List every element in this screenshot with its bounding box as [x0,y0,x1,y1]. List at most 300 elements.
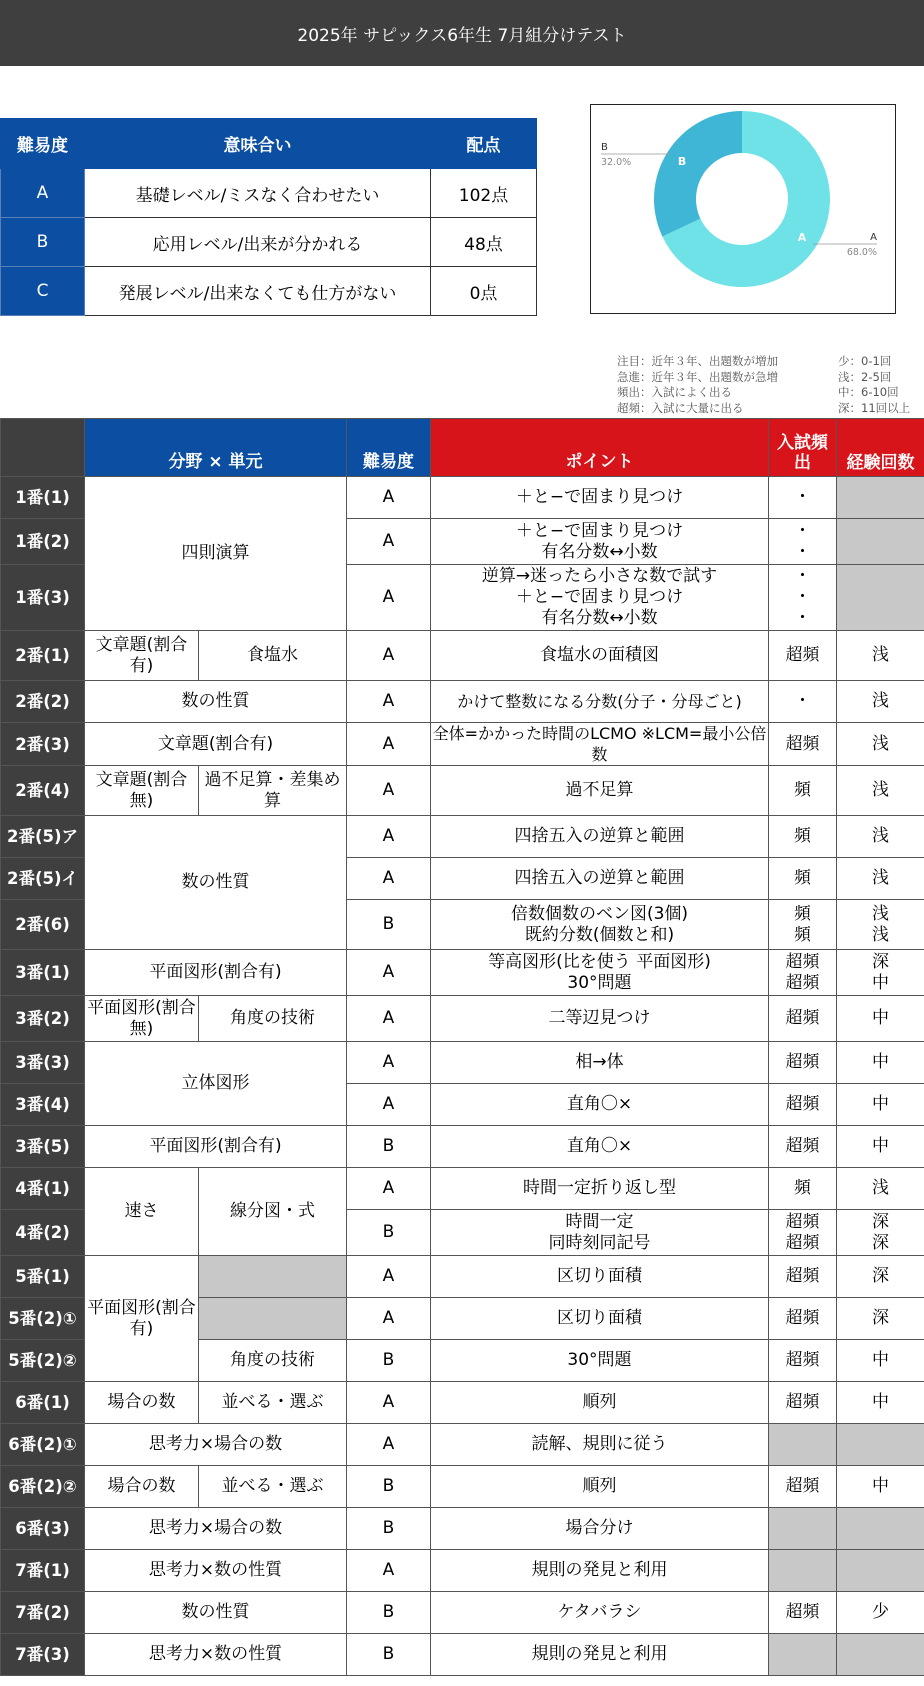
frequency-cell [769,950,837,996]
difficulty-cell: A [347,996,431,1042]
question-number: 7番(1) [1,1550,85,1592]
table-row [1,1508,924,1550]
experience-line: 中 [872,1136,889,1156]
point-line: 四捨五入の逆算と範囲 [514,868,685,888]
outside-percent-A: 68.0% [846,247,877,259]
frequency-line: 超頻 [785,1232,820,1253]
frequency-line: 超頻 [785,1094,820,1114]
unit-cell: 線分図・式 [199,1168,347,1256]
legend-meaning: 発展レベル/出来なくても仕方がない [85,267,431,316]
scale-line: 浅：2-5回 [838,369,892,384]
difficulty-cell: A [347,1382,431,1424]
frequency-line: 頻 [794,826,811,846]
table-row [1,1256,924,1298]
point-cell [431,900,769,950]
point-line: ケタバラシ [557,1602,642,1622]
point-line: 既約分数(個数と和) [524,924,675,945]
experience-cell [837,1382,924,1424]
frequency-notes [617,354,778,416]
frequency-cell [769,681,837,723]
point-cell [431,950,769,996]
frequency-cell [769,1340,837,1382]
note-line: 頻出：入試によく出る [617,385,732,399]
page-title: 2025年 サピックス6年生 7月組分けテスト [0,0,924,66]
experience-cell [837,1340,924,1382]
table-row [1,1466,924,1508]
table-row [1,1634,924,1676]
table-row [1,766,924,816]
point-cell [431,1210,769,1256]
experience-scale [838,354,910,416]
difficulty-cell: A [347,1550,431,1592]
experience-cell [837,631,924,681]
question-number: 3番(1) [1,950,85,996]
experience-cell [837,477,924,519]
point-cell [431,996,769,1042]
question-number: 3番(3) [1,1042,85,1084]
experience-cell [837,996,924,1042]
table-row [1,816,924,858]
experience-cell [837,1550,924,1592]
legend-meaning: 基礎レベル/ミスなく合わせたい [85,169,431,218]
experience-cell [837,1298,924,1340]
field-cell: 数の性質 [85,681,347,723]
frequency-line: 超頻 [785,951,820,972]
experience-line: 中 [872,1008,889,1028]
frequency-cell [769,900,837,950]
difficulty-cell: B [347,1592,431,1634]
difficulty-cell: B [347,1508,431,1550]
frequency-line: 超頻 [785,1136,820,1156]
question-number: 6番(1) [1,1382,85,1424]
question-number: 2番(3) [1,723,85,766]
difficulty-cell: A [347,631,431,681]
frequency-cell [769,519,837,565]
legend-header-meaning: 意味合い [85,119,431,169]
question-number: 2番(1) [1,631,85,681]
field-cell: 文章題(割合無) [85,766,199,816]
unit-cell [199,1256,347,1298]
point-line: 倍数個数のベン図(3個) [510,903,689,924]
point-cell [431,1634,769,1676]
experience-line: 深 [872,1232,889,1253]
point-line: 直角〇× [566,1136,633,1156]
point-line: 読解、規則に従う [531,1434,668,1454]
question-number: 2番(4) [1,766,85,816]
point-line: 順列 [582,1476,617,1496]
question-number: 1番(3) [1,565,85,631]
frequency-cell [769,1126,837,1168]
point-line: 全体=かかった時間のLCMO ※LCM=最小公倍数 [432,724,767,764]
difficulty-cell: A [347,1256,431,1298]
unit-cell: 角度の技術 [199,1340,347,1382]
difficulty-cell: A [347,858,431,900]
point-line: 規則の発見と利用 [531,1644,668,1664]
table-row [1,1424,924,1466]
point-line: 同時刻同記号 [548,1232,651,1253]
legend-header-difficulty: 難易度 [1,119,85,169]
experience-cell [837,1424,924,1466]
point-cell [431,1382,769,1424]
frequency-cell [769,1298,837,1340]
difficulty-cell: A [347,681,431,723]
experience-cell [837,1256,924,1298]
frequency-line: 頻 [794,903,811,924]
frequency-cell [769,1592,837,1634]
experience-cell [837,1210,924,1256]
point-line: ＋と−で固まり見つけ [515,520,684,541]
question-number: 2番(5)ア [1,816,85,858]
point-cell [431,1550,769,1592]
experience-line: 深 [872,1266,889,1286]
difficulty-cell: A [347,1042,431,1084]
table-row [1,950,924,996]
point-cell [431,1340,769,1382]
question-number: 2番(2) [1,681,85,723]
donut-svg [591,105,897,315]
legend-points: 0点 [431,267,537,316]
frequency-cell [769,1424,837,1466]
frequency-cell [769,1256,837,1298]
legend-level: B [1,218,85,267]
point-line: 区切り面積 [557,1266,642,1286]
field-cell: 平面図形(割合無) [85,996,199,1042]
difficulty-cell: A [347,950,431,996]
frequency-line: 超頻 [785,1266,820,1286]
experience-line: 浅 [872,733,889,754]
experience-cell [837,723,924,766]
question-number: 6番(2)① [1,1424,85,1466]
difficulty-legend-table [0,118,537,316]
field-cell: 速さ [85,1168,199,1256]
frequency-line: 超頻 [785,733,820,754]
difficulty-cell: B [347,1466,431,1508]
legend-points: 102点 [431,169,537,218]
experience-line: 浅 [872,826,889,846]
point-cell [431,723,769,766]
experience-cell [837,1592,924,1634]
frequency-line: 超頻 [785,1392,820,1412]
frequency-line: ・ [794,566,811,586]
experience-cell [837,1084,924,1126]
table-row [1,1042,924,1084]
field-cell: 思考力×場合の数 [85,1424,347,1466]
unit-cell: 角度の技術 [199,996,347,1042]
field-cell: 思考力×数の性質 [85,1550,347,1592]
frequency-line: ・ [794,587,811,607]
difficulty-cell: A [347,1298,431,1340]
unit-cell: 食塩水 [199,631,347,681]
experience-cell [837,950,924,996]
field-cell: 文章題(割合有) [85,631,199,681]
frequency-cell [769,1466,837,1508]
experience-line: 中 [872,1052,889,1072]
point-cell [431,1126,769,1168]
experience-line: 浅 [872,645,889,665]
experience-line: 浅 [872,1178,889,1198]
experience-line: 中 [872,972,889,993]
slice-label-B: B [677,154,687,168]
question-number: 2番(5)イ [1,858,85,900]
header-field: 分野 × 単元 [85,419,347,477]
difficulty-cell: A [347,816,431,858]
point-line: 区切り面積 [557,1308,642,1328]
experience-cell [837,766,924,816]
point-line: 場合分け [565,1518,634,1538]
frequency-cell [769,477,837,519]
outside-category-B: B [601,141,608,153]
frequency-cell [769,816,837,858]
point-cell [431,1424,769,1466]
difficulty-cell: B [347,1126,431,1168]
frequency-cell [769,1382,837,1424]
note-line: 注目：近年３年、出題数が増加 [617,354,778,368]
experience-line: 中 [872,1476,889,1496]
point-line: 規則の発見と利用 [531,1560,668,1580]
scale-line: 中：6-10回 [838,385,899,399]
experience-cell [837,565,924,631]
scale-line: 少：0-1回 [838,354,892,368]
difficulty-cell: A [347,565,431,631]
experience-line: 中 [872,1392,889,1412]
point-cell [431,477,769,519]
unit-cell: 並べる・選ぶ [199,1466,347,1508]
point-cell [431,1168,769,1210]
table-row [1,1382,924,1424]
experience-line: 浅 [872,924,889,945]
question-number: 6番(2)② [1,1466,85,1508]
header-difficulty: 難易度 [347,419,431,477]
point-cell [431,816,769,858]
point-line: ＋と−で固まり見つけ [515,587,684,607]
table-row [1,1592,924,1634]
experience-line: 少 [872,1602,889,1622]
table-row [1,1126,924,1168]
field-cell: 数の性質 [85,816,347,950]
unit-cell: 過不足算・差集め算 [199,766,347,816]
difficulty-cell: A [347,723,431,766]
difficulty-cell: A [347,1168,431,1210]
difficulty-cell: B [347,900,431,950]
point-cell [431,565,769,631]
frequency-cell [769,1634,837,1676]
point-line: 時間一定折り返し型 [523,1178,676,1198]
difficulty-cell: A [347,1084,431,1126]
experience-line: 深 [872,951,889,972]
experience-line: 深 [872,1308,889,1328]
experience-line: 深 [872,1211,889,1232]
point-line: 順列 [582,1392,617,1412]
experience-cell [837,858,924,900]
frequency-line: 頻 [794,868,811,888]
legend-header-points: 配点 [431,119,537,169]
unit-cell: 並べる・選ぶ [199,1382,347,1424]
table-row [1,723,924,766]
question-analysis-table [0,418,924,1676]
frequency-cell [769,1550,837,1592]
question-number: 5番(2)② [1,1340,85,1382]
question-number: 4番(1) [1,1168,85,1210]
experience-cell [837,1634,924,1676]
unit-cell [199,1298,347,1340]
experience-cell [837,900,924,950]
question-number: 3番(2) [1,996,85,1042]
point-line: 30°問題 [567,1350,632,1370]
frequency-line: 超頻 [785,1052,820,1072]
legend-level: C [1,267,85,316]
frequency-line: 頻 [794,780,811,800]
difficulty-cell: A [347,477,431,519]
slice-label-A: A [797,231,807,245]
question-number: 6番(3) [1,1508,85,1550]
frequency-cell [769,565,837,631]
experience-cell [837,1042,924,1084]
legend-row [1,169,537,218]
point-cell [431,1084,769,1126]
legend-row [1,218,537,267]
frequency-line: 頻 [794,1178,811,1198]
header-corner [1,419,85,477]
point-line: 30°問題 [567,972,632,993]
table-row [1,631,924,681]
frequency-cell [769,1042,837,1084]
experience-line: 浅 [872,780,889,800]
question-number: 4番(2) [1,1210,85,1256]
frequency-cell [769,1210,837,1256]
experience-cell [837,1466,924,1508]
point-cell [431,766,769,816]
point-cell [431,631,769,681]
frequency-line: ・ [794,487,811,507]
point-cell [431,1508,769,1550]
experience-cell [837,519,924,565]
legend-row [1,267,537,316]
question-number: 1番(1) [1,477,85,519]
table-row [1,477,924,519]
field-cell: 思考力×場合の数 [85,1508,347,1550]
point-line: 食塩水の面積図 [540,645,659,665]
question-number: 3番(4) [1,1084,85,1126]
point-line: 二等辺見つけ [548,1008,651,1028]
frequency-line: ・ [794,691,811,711]
point-line: 直角〇× [566,1094,633,1114]
field-cell: 立体図形 [85,1042,347,1126]
point-line: 有名分数↔小数 [541,608,658,628]
outside-category-A: A [870,232,877,244]
point-cell [431,681,769,723]
point-line: 時間一定 [565,1211,634,1232]
experience-line: 浅 [872,868,889,888]
point-line: かけて整数になる分数(分子・分母ごと) [457,692,742,711]
point-line: 逆算→迷ったら小さな数で試す [481,566,718,586]
field-cell: 文章題(割合有) [85,723,347,766]
header-experience: 経験回数 [837,419,924,477]
table-row [1,1168,924,1210]
point-cell [431,1298,769,1340]
point-line: 相→体 [575,1052,624,1072]
field-cell: 思考力×数の性質 [85,1634,347,1676]
experience-line: 浅 [872,691,889,711]
outside-percent-B: 32.0% [601,156,632,168]
frequency-line: 超頻 [785,1308,820,1328]
experience-cell [837,816,924,858]
field-cell: 場合の数 [85,1466,199,1508]
field-cell: 平面図形(割合有) [85,950,347,996]
question-number: 7番(2) [1,1592,85,1634]
frequency-line: 超頻 [785,1476,820,1496]
point-line: 過不足算 [565,780,634,800]
table-row [1,1550,924,1592]
frequency-line: 超頻 [785,645,820,665]
difficulty-donut-chart [590,104,896,314]
table-row [1,996,924,1042]
frequency-cell [769,858,837,900]
point-cell [431,519,769,565]
frequency-line: 頻 [794,924,811,945]
point-line: 有名分数↔小数 [541,541,658,562]
question-number: 3番(5) [1,1126,85,1168]
point-line: 四捨五入の逆算と範囲 [514,826,685,846]
scale-line: 深：11回以上 [838,400,911,415]
frequency-line: 超頻 [785,1602,820,1622]
experience-line: 中 [872,1094,889,1114]
legend-level: A [1,169,85,218]
frequency-cell [769,996,837,1042]
frequency-cell [769,723,837,766]
field-cell: 平面図形(割合有) [85,1126,347,1168]
experience-line: 中 [872,1350,889,1370]
note-line: 急進：近年３年、出題数が急増 [617,369,778,384]
frequency-cell [769,1508,837,1550]
field-cell: 四則演算 [85,477,347,631]
difficulty-cell: A [347,519,431,565]
experience-cell [837,1168,924,1210]
frequency-cell [769,766,837,816]
frequency-cell [769,1168,837,1210]
point-cell [431,1042,769,1084]
point-cell [431,1256,769,1298]
field-cell: 平面図形(割合有) [85,1256,199,1382]
frequency-line: 超頻 [785,1350,820,1370]
frequency-line: ・ [794,608,811,628]
point-cell [431,1592,769,1634]
table-row [1,681,924,723]
question-number: 1番(2) [1,519,85,565]
point-line: 等高図形(比を使う 平面図形) [488,951,711,972]
frequency-line: 超頻 [785,1211,820,1232]
frequency-line: 超頻 [785,1008,820,1028]
slice-B [654,111,742,236]
experience-line: 浅 [872,903,889,924]
field-cell: 場合の数 [85,1382,199,1424]
experience-cell [837,1508,924,1550]
question-number: 7番(3) [1,1634,85,1676]
note-line: 超頻：入試に大量に出る [617,400,744,415]
frequency-cell [769,631,837,681]
difficulty-cell: B [347,1340,431,1382]
question-number: 2番(6) [1,900,85,950]
point-cell [431,1466,769,1508]
point-cell [431,858,769,900]
difficulty-cell: B [347,1634,431,1676]
legend-meaning: 応用レベル/出来が分かれる [85,218,431,267]
frequency-line: 超頻 [785,972,820,993]
difficulty-cell: A [347,1424,431,1466]
experience-cell [837,1126,924,1168]
header-point: ポイント [431,419,769,477]
legend-points: 48点 [431,218,537,267]
question-number: 5番(2)① [1,1298,85,1340]
